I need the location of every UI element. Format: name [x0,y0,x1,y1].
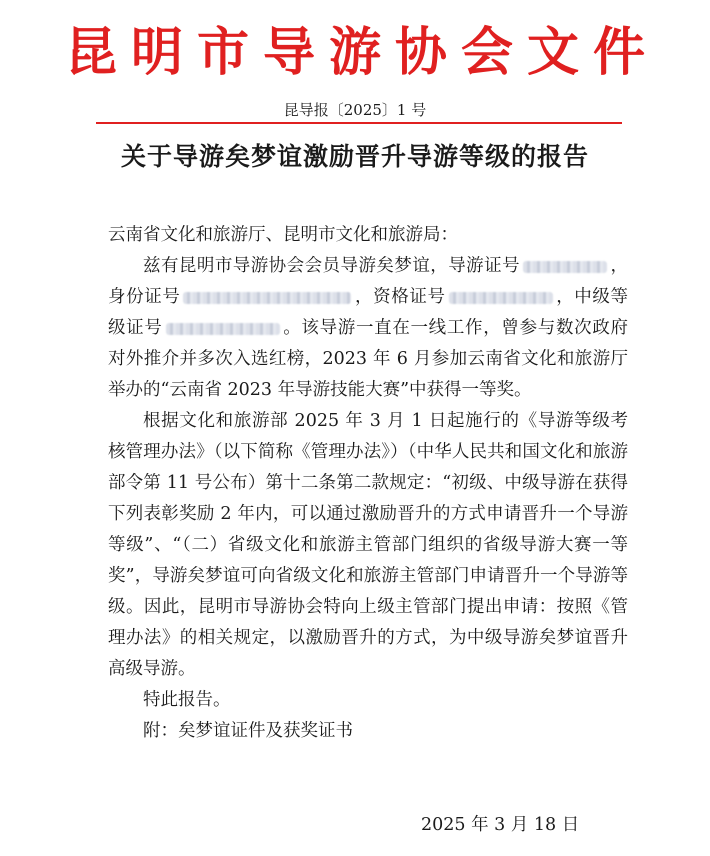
report-title: 关于导游矣梦谊激励晋升导游等级的报告 [120,142,589,171]
redacted-guide-license-number [523,261,607,273]
paragraph-1-lead: 兹有昆明市导游协会会员导游矣梦谊，导游证号 [143,256,521,276]
document-number: 昆导报〔2025〕1 号 [283,101,427,119]
redacted-id-number [183,292,351,304]
paragraph-1-rest: 。该导游一直在一线工作，曾参与数次政府对外推介并多次入选红榜，2023 年 6 月参加云南省文化和旅游厅举办的“云南省 2023 年导游技能大赛”中获得一等奖。 [108,318,628,400]
addressee: 云南省文化和旅游厅、昆明市文化和旅游局： [108,225,458,245]
paragraph-2: 根据文化和旅游部 2025 年 3 月 1 日起施行的《导游等级考核管理办法》（以下简称《管理办法》）（中华人民共和国文化和旅游部令第 11 号公布）第十二条第二款规定：“初级、中级导游在获得下列表彰奖励 2 年内，可以通过激励晋升的方式申请晋升一个导游等级”、“（二）省级文化和旅游主管部门组织的省级导游大赛一等奖”，导游矣梦谊可向省级文化和旅游主管部门申请晋升一个导游等级。因此，昆明市导游协会特向上级主管部门提出申请：按照《管理办法》的相关规定，以激励晋升的方式，为中级导游矣梦谊晋升高级导游。 [108,411,628,679]
document-date: 2025 年 3 月 18 日 [421,815,580,835]
paragraph-1 [108,251,628,406]
masthead-title: 昆明市导游协会文件 [64,22,659,83]
attachment-line: 附：矣梦谊证件及获奖证书 [143,721,353,741]
redacted-level-cert-number [166,323,280,335]
closing-line: 特此报告。 [143,690,231,710]
level-cert-label: ，中级等级证号 [108,287,629,338]
report-body [108,220,628,747]
red-divider-line [96,122,622,124]
redacted-qualification-number [449,292,553,304]
qualification-cert-label: ，资格证号 [354,287,446,307]
id-number-label: ，身份证号 [108,256,629,307]
